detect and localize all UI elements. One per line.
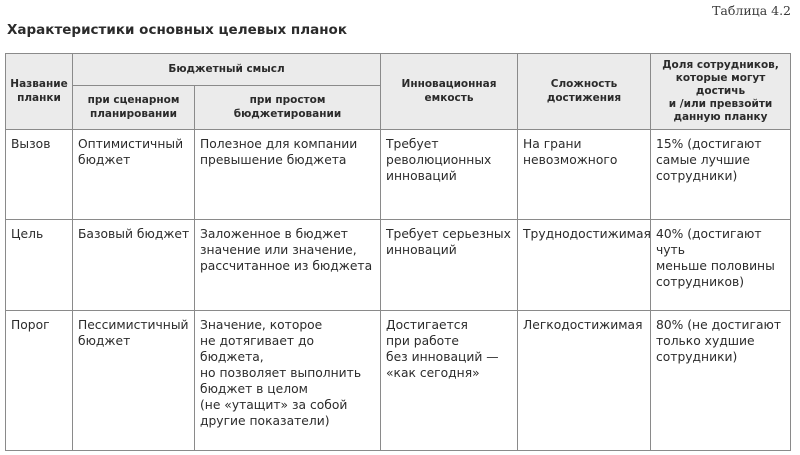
cell-innovation: Требует серьезных инноваций (381, 220, 518, 311)
cell-simple: Значение, которое не дотягивает до бюджета, но позволяет выполнить бюджет в целом (не «утащит» за собой другие показатели) (195, 311, 381, 451)
cell-name: Вызов (6, 130, 73, 220)
cell-simple: Полезное для компании превышение бюджета (195, 130, 381, 220)
cell-scenario: Пессимистичный бюджет (73, 311, 195, 451)
cell-share: 40% (достигают чуть меньше половины сотрудников) (651, 220, 791, 311)
header-name: Название планки (6, 54, 73, 130)
cell-name: Цель (6, 220, 73, 311)
cell-innovation: Достигается при работе без инноваций — «как сегодня» (381, 311, 518, 451)
cell-scenario: Базовый бюджет (73, 220, 195, 311)
header-difficulty: Сложность достижения (518, 54, 651, 130)
cell-scenario: Оптимистичный бюджет (73, 130, 195, 220)
table-title: Характеристики основных целевых планок (7, 22, 347, 38)
cell-name: Порог (6, 311, 73, 451)
table-row (6, 311, 791, 451)
characteristics-table (5, 53, 791, 451)
header-scenario: при сценарном планировании (73, 86, 195, 130)
header-simple: при простом бюджетировании (195, 86, 381, 130)
cell-share: 80% (не достигают только худшие сотрудники) (651, 311, 791, 451)
table-row (6, 130, 791, 220)
cell-difficulty: Легкодостижимая (518, 311, 651, 451)
table-row (6, 220, 791, 311)
header-budget-group: Бюджетный смысл (73, 54, 381, 86)
cell-simple: Заложенное в бюджет значение или значение, рассчитанное из бюджета (195, 220, 381, 311)
header-innovation: Инновационная емкость (381, 54, 518, 130)
table-number-label: Таблица 4.2 (712, 3, 791, 18)
cell-share: 15% (достигают самые лучшие сотрудники) (651, 130, 791, 220)
cell-innovation: Требует революционных инноваций (381, 130, 518, 220)
header-share: Доля сотрудников, которые могут достичь и /или превзойти данную планку (651, 54, 791, 130)
cell-difficulty: На грани невозможного (518, 130, 651, 220)
cell-difficulty: Труднодостижимая (518, 220, 651, 311)
